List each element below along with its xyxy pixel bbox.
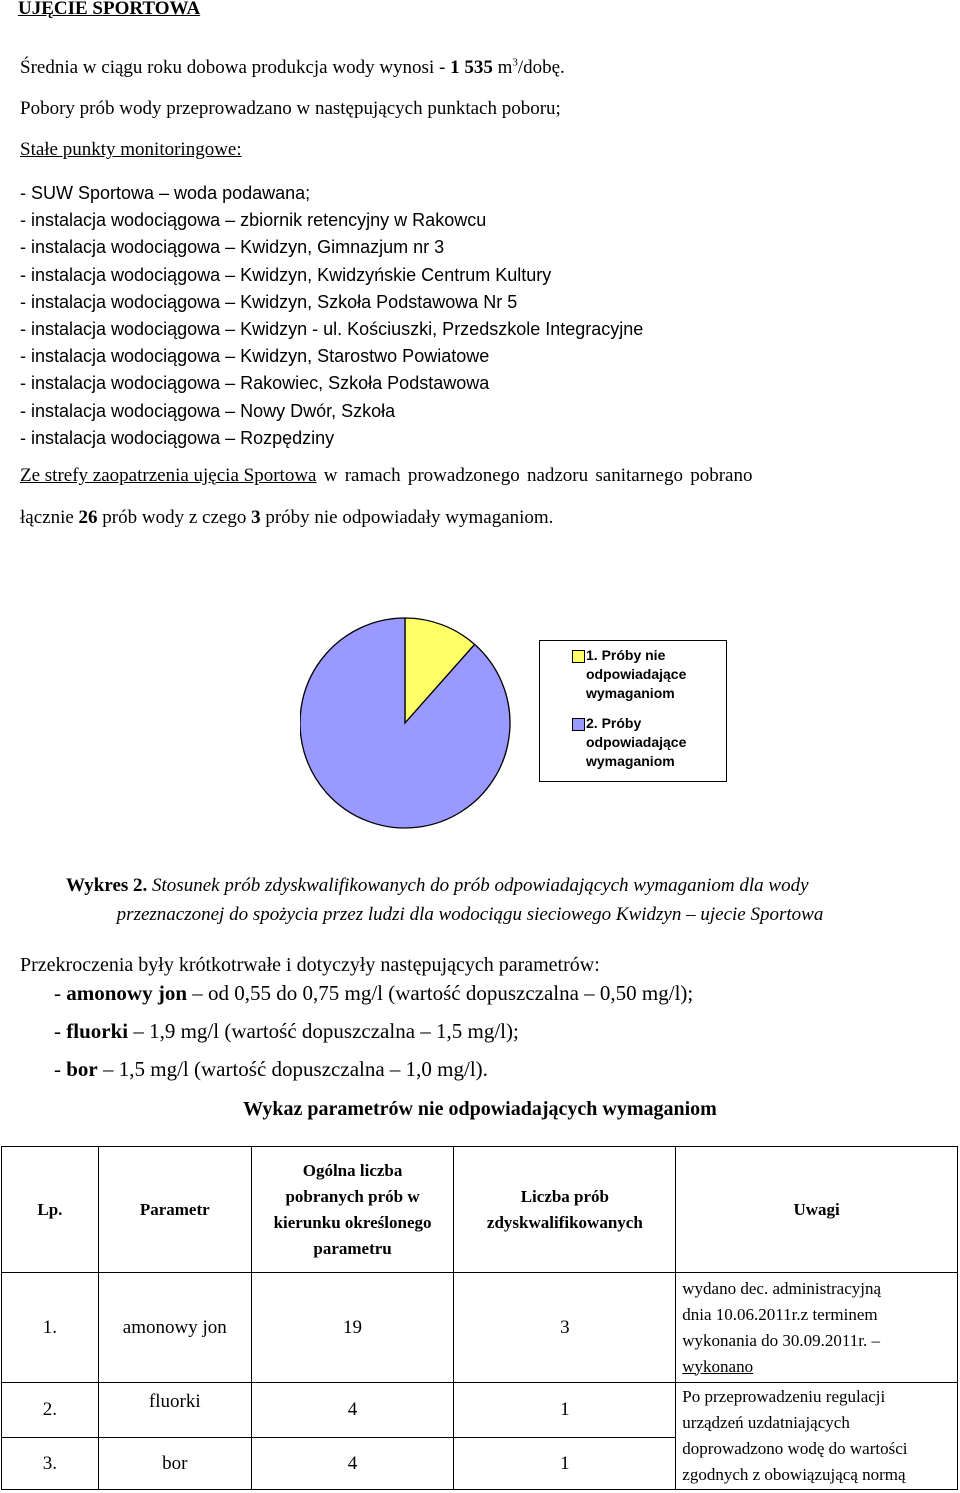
cell-disqualified: 1 xyxy=(454,1438,676,1490)
excess-text: – 1,9 mg/l (wartość dopuszczalna – 1,5 mg/l); xyxy=(128,1019,519,1043)
pie-slice-compliant xyxy=(300,618,510,828)
zone-underlined: Ze strefy zaopatrzenia ujęcia Sportowa xyxy=(20,465,317,486)
stations-heading: Stałe punkty monitoringowe: xyxy=(20,139,242,160)
list-item: - instalacja wodociągowa – Kwidzyn - ul. Kościuszki, Przedszkole Integracyjne xyxy=(20,319,644,340)
list-item: - instalacja wodociągowa – Kwidzyn, Starostwo Powiatowe xyxy=(20,346,490,367)
note-text: wydano dec. administracyjną xyxy=(682,1278,882,1298)
list-item: - instalacja wodociągowa – Nowy Dwór, Szkoła xyxy=(20,400,396,421)
chart-legend xyxy=(539,640,727,782)
avg-sup: 3 xyxy=(512,56,518,69)
chart-caption-line-1 xyxy=(66,875,809,897)
cell-param: bor xyxy=(98,1438,251,1490)
list-item: - instalacja wodociągowa – Kwidzyn, Gimnazjum nr 3 xyxy=(20,237,445,258)
chart-caption-line-2 xyxy=(20,904,920,926)
legend-swatch-not-compliant xyxy=(572,650,585,663)
zone-rest: w ramach prowadzonego nadzoru sanitarnego pobrano xyxy=(316,465,753,486)
list-item: - instalacja wodociągowa – Kwidzyn, Szkoła Podstawowa Nr 5 xyxy=(20,291,518,312)
table-row xyxy=(2,1383,958,1438)
legend-text: odpowiadające xyxy=(586,666,687,682)
cell-notes xyxy=(676,1273,958,1383)
excess-text: – 1,5 mg/l (wartość dopuszczalna – 1,0 mg/l). xyxy=(97,1057,488,1081)
table-title: Wykaz parametrów nie odpowiadających wymaganiom xyxy=(243,1098,717,1120)
excess-dash: - xyxy=(54,1019,67,1043)
cell-total: 19 xyxy=(251,1273,454,1383)
table-row xyxy=(2,1273,958,1383)
note-text: wykonano xyxy=(682,1356,754,1376)
cell-total: 4 xyxy=(251,1383,454,1438)
header-total xyxy=(251,1147,454,1273)
excess-item xyxy=(54,1019,519,1044)
excess-item xyxy=(54,1057,488,1082)
excess-intro: Przekroczenia były krótkotrwałe i dotyczyły następujących parametrów: xyxy=(20,954,600,976)
cell-disqualified: 1 xyxy=(454,1383,676,1438)
caption-text: przeznaczonej do spożycia przez ludzi dla wodociągu sieciowego Kwidzyn – ujecie Sportowa xyxy=(116,904,824,925)
header-text: parametru xyxy=(313,1238,392,1258)
list-item: - instalacja wodociągowa – zbiornik retencyjny w Rakowcu xyxy=(20,210,487,231)
legend-text: wymaganiom xyxy=(586,685,675,701)
header-text: kierunku określonego xyxy=(273,1212,432,1232)
zone-text-a: łącznie xyxy=(20,507,79,528)
avg-unit: m xyxy=(492,57,513,78)
zone-text-b: prób wody z czego xyxy=(97,507,252,528)
zone-line-2 xyxy=(20,507,553,529)
excess-dash: - xyxy=(54,1057,67,1081)
caption-label: Wykres 2. xyxy=(66,875,148,896)
excess-param: amonowy jon xyxy=(66,981,188,1005)
legend-text: odpowiadające xyxy=(586,734,687,750)
avg-text: Średnia w ciągu roku dobowa produkcja wody wynosi - xyxy=(20,57,451,78)
legend-swatch-compliant xyxy=(572,718,585,731)
header-text: pobranych prób w xyxy=(285,1186,420,1206)
list-item: - instalacja wodociągowa – Rozpędziny xyxy=(20,427,335,448)
cell-notes xyxy=(676,1383,958,1490)
cell-total: 4 xyxy=(251,1438,454,1490)
legend-text: 2. Próby xyxy=(586,715,642,731)
header-text: zdyskwalifikowanych xyxy=(486,1212,643,1232)
cell-param: amonowy jon xyxy=(98,1273,251,1383)
caption-text: Stosunek prób zdyskwalifikowanych do prób odpowiadających wymaganiom dla wody xyxy=(147,875,809,896)
header-text: Ogólna liczba xyxy=(302,1160,403,1180)
legend-text: wymaganiom xyxy=(586,753,675,769)
zone-line-1 xyxy=(20,465,960,487)
excess-param: fluorki xyxy=(66,1019,129,1043)
excess-param: bor xyxy=(66,1057,98,1081)
excess-text: – od 0,55 do 0,75 mg/l (wartość dopuszczalna – 0,50 mg/l); xyxy=(187,981,694,1005)
average-production-line xyxy=(20,57,565,79)
header-lp: Lp. xyxy=(2,1147,99,1273)
cell-lp: 2. xyxy=(2,1383,99,1438)
section-title: UJĘCIE SPORTOWA xyxy=(18,0,201,19)
legend-item-not-compliant xyxy=(586,646,686,703)
list-item: - instalacja wodociągowa – Rakowiec, Szkoła Podstawowa xyxy=(20,373,490,394)
note-text: zgodnych z obowiązującą normą xyxy=(682,1465,906,1484)
legend-text: 1. Próby nie xyxy=(586,647,666,663)
sampling-points-list xyxy=(20,180,643,452)
cell-lp: 1. xyxy=(2,1273,99,1383)
avg-tail: /dobę. xyxy=(517,57,565,78)
note-text: Po przeprowadzeniu regulacji xyxy=(682,1387,886,1406)
parameters-table xyxy=(1,1146,958,1490)
header-text: Liczba prób xyxy=(520,1186,609,1206)
sampling-line: Pobory prób wody przeprowadzano w następujących punktach poboru; xyxy=(20,98,561,119)
zone-total: 26 xyxy=(78,507,98,528)
pie-svg xyxy=(300,598,530,848)
cell-lp: 3. xyxy=(2,1438,99,1490)
header-disqualified xyxy=(454,1147,676,1273)
excess-item xyxy=(54,981,693,1006)
table-header-row xyxy=(2,1147,958,1273)
note-text: wykonania do 30.09.2011r. – xyxy=(682,1330,880,1350)
list-item: - SUW Sportowa – woda podawana; xyxy=(20,183,311,203)
header-notes: Uwagi xyxy=(676,1147,958,1273)
list-item: - instalacja wodociągowa – Kwidzyn, Kwidzyńskie Centrum Kultury xyxy=(20,264,552,285)
zone-text-c: próby nie odpowiadały wymaganiom. xyxy=(260,507,554,528)
zone-failed: 3 xyxy=(251,507,261,528)
header-param: Parametr xyxy=(98,1147,251,1273)
avg-value: 1 535 xyxy=(450,57,493,78)
cell-disqualified: 3 xyxy=(454,1273,676,1383)
note-text: urządzeń uzdatniających xyxy=(682,1413,850,1432)
excess-dash: - xyxy=(54,981,67,1005)
cell-param: fluorki xyxy=(98,1383,251,1438)
note-text: dnia 10.06.2011r.z terminem xyxy=(682,1304,878,1324)
note-text: doprowadzono wodę do wartości xyxy=(682,1439,908,1458)
legend-item-compliant xyxy=(586,714,686,771)
